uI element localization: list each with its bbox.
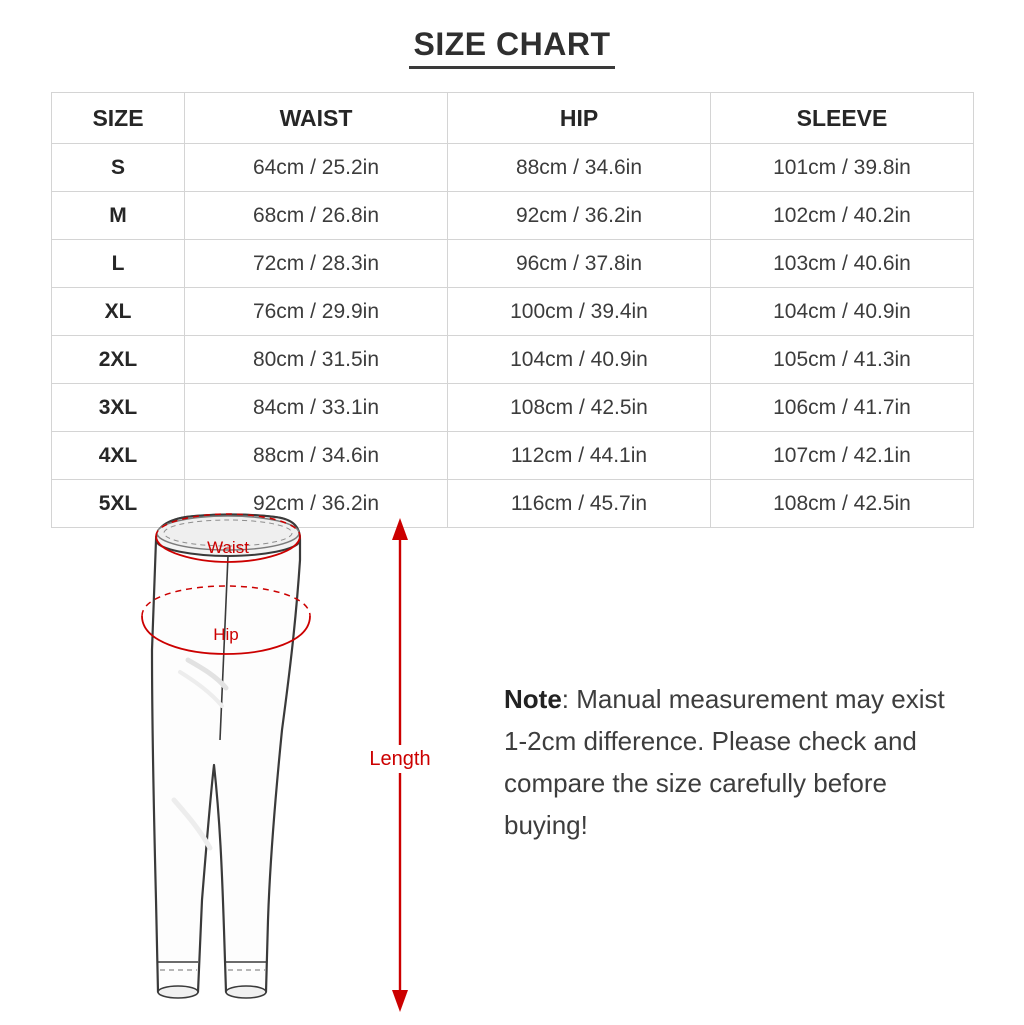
cell-hip: 96cm / 37.8in [448,240,711,288]
note-lead: Note [504,684,562,714]
cell-size: S [52,144,185,192]
table-row [52,432,974,480]
cell-sleeve: 104cm / 40.9in [711,288,974,336]
table-header-row [52,93,974,144]
cell-hip: 112cm / 44.1in [448,432,711,480]
cell-waist: 92cm / 36.2in [185,480,448,528]
cell-hip: 88cm / 34.6in [448,144,711,192]
cell-sleeve: 101cm / 39.8in [711,144,974,192]
note-body: : Manual measurement may exist 1-2cm difference. Please check and compare the size carefully before buying! [504,684,945,840]
table-row [52,288,974,336]
cell-hip: 92cm / 36.2in [448,192,711,240]
column-header-waist: WAIST [185,93,448,144]
table-header [52,93,974,144]
cell-sleeve: 108cm / 42.5in [711,480,974,528]
column-header-sleeve: SLEEVE [711,93,974,144]
pants-outline-icon [152,515,300,998]
cell-waist: 76cm / 29.9in [185,288,448,336]
cell-size: 4XL [52,432,185,480]
cell-waist: 64cm / 25.2in [185,144,448,192]
cell-hip: 108cm / 42.5in [448,384,711,432]
cell-sleeve: 107cm / 42.1in [711,432,974,480]
cell-hip: 100cm / 39.4in [448,288,711,336]
cell-size: XL [52,288,185,336]
cell-waist: 88cm / 34.6in [185,432,448,480]
cell-sleeve: 102cm / 40.2in [711,192,974,240]
cell-hip: 104cm / 40.9in [448,336,711,384]
column-header-hip: HIP [448,93,711,144]
size-table-container [51,92,973,528]
note-text [504,678,974,846]
cell-size: M [52,192,185,240]
table-body [52,144,974,528]
table-row [52,240,974,288]
cell-hip: 116cm / 45.7in [448,480,711,528]
cell-waist: 68cm / 26.8in [185,192,448,240]
garment-diagram [110,500,450,1020]
cell-sleeve: 105cm / 41.3in [711,336,974,384]
cell-sleeve: 103cm / 40.6in [711,240,974,288]
column-header-size: SIZE [52,93,185,144]
table-row [52,336,974,384]
cell-size: 3XL [52,384,185,432]
hip-label: Hip [213,625,239,644]
cell-waist: 84cm / 33.1in [185,384,448,432]
pants-diagram-svg [110,500,450,1020]
cell-waist: 80cm / 31.5in [185,336,448,384]
title-underline [409,66,615,69]
waist-label: Waist [207,538,249,557]
cell-size: 2XL [52,336,185,384]
table-row [52,192,974,240]
length-label: Length [369,748,431,770]
cell-size: L [52,240,185,288]
table-row [52,144,974,192]
cell-size: 5XL [52,480,185,528]
table-row [52,384,974,432]
cell-waist: 72cm / 28.3in [185,240,448,288]
size-table [51,92,974,528]
page-title: SIZE CHART [413,26,611,62]
cell-sleeve: 106cm / 41.7in [711,384,974,432]
